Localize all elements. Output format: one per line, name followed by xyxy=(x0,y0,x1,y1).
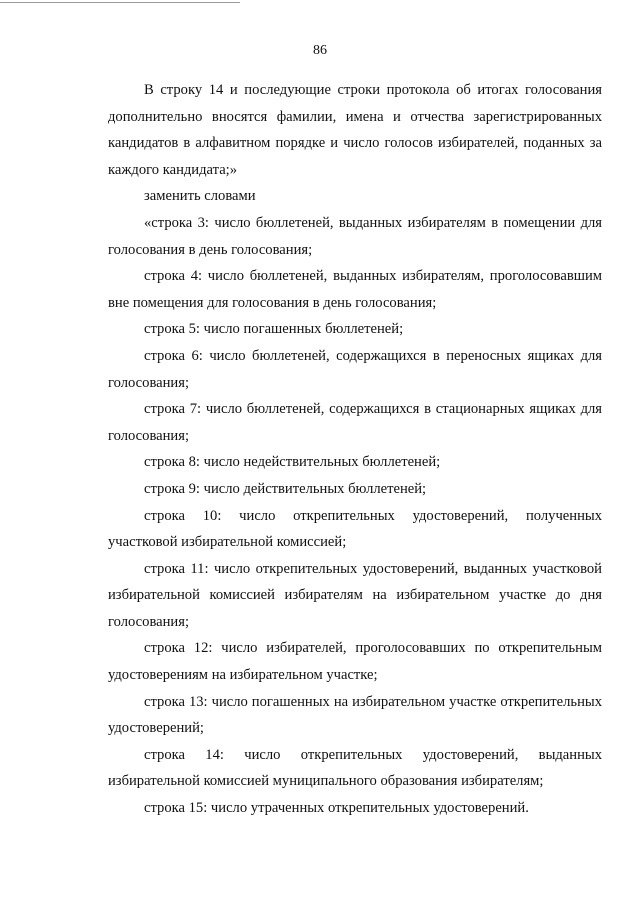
paragraph: заменить словами xyxy=(144,188,256,205)
paragraph: строка 6: число бюллетеней, содержащихся в переносных ящиках для голосования; xyxy=(108,347,602,391)
paragraph: строка 14: число открепительных удостоверений, выданных избирательной комиссией муниципального образования избирателям; xyxy=(108,746,602,790)
page-number: 86 xyxy=(313,43,327,58)
document-body xyxy=(108,77,602,822)
paragraph: строка 12: число избирателей, проголосовавших по открепительным удостоверениям на избирательном участке; xyxy=(108,640,602,684)
paragraph: строка 9: число действительных бюллетеней; xyxy=(144,480,427,497)
paragraph: строка 4: число бюллетеней, выданных избирателям, проголосовавшим вне помещения для голосования в день голосования; xyxy=(108,268,602,311)
paragraph: строка 11: число открепительных удостоверений, выданных участковой избирательной комиссией избирателям на избирательном участке до дня голосования; xyxy=(108,560,602,630)
paragraph: строка 7: число бюллетеней, содержащихся в стационарных ящиках для голосования; xyxy=(108,401,602,444)
paragraph: строка 8: число недействительных бюллетеней; xyxy=(144,454,441,471)
paragraph: строка 10: число открепительных удостоверений, полученных участковой избирательной комиссией; xyxy=(108,507,602,551)
paragraph: строка 5: число погашенных бюллетеней; xyxy=(144,321,404,338)
paragraph: строка 15: число утраченных открепительных удостоверений. xyxy=(144,800,529,817)
top-scan-rule xyxy=(0,2,240,3)
paragraph: строка 13: число погашенных на избирательном участке открепительных удостоверений; xyxy=(108,693,602,737)
paragraph: «строка 3: число бюллетеней, выданных избирателям в помещении для голосования в день голосования; xyxy=(108,214,602,258)
paragraph: В строку 14 и последующие строки протокола об итогах голосования дополнительно вносятся фамилии, имена и отчества зарегистрированных кандидатов в алфавитном порядке и число голосов избирателей, поданных за каждого кандидата;» xyxy=(108,82,602,178)
